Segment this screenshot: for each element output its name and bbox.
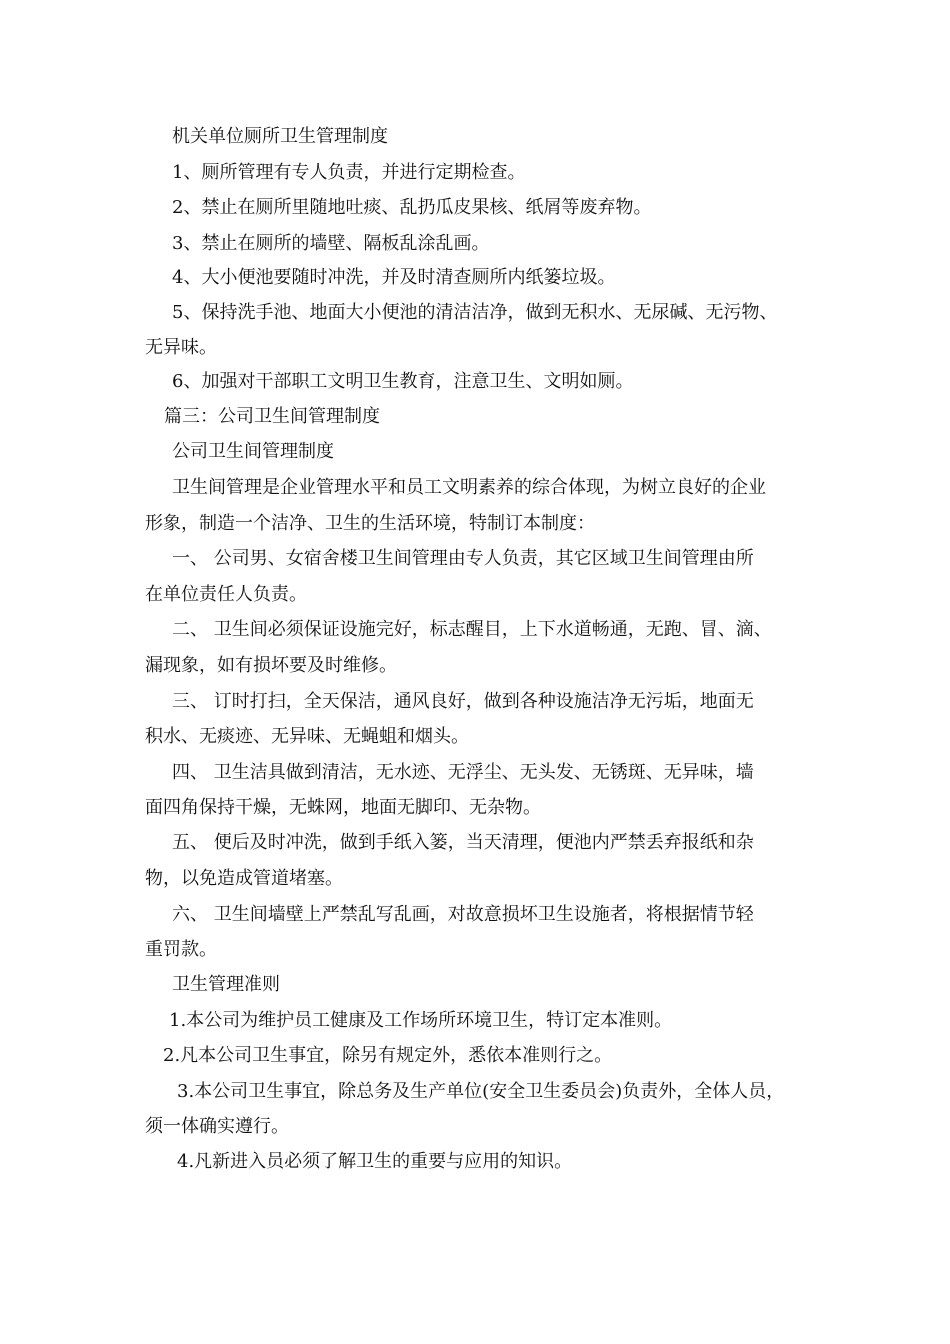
doc-heading-1: 机关单位厕所卫生管理制度: [172, 126, 388, 147]
doc-paragraph: 物，以免造成管道堵塞。: [145, 868, 343, 889]
doc-paragraph: 卫生间管理是企业管理水平和员工文明素养的综合体现，为树立良好的企业: [172, 477, 766, 498]
doc-paragraph: 1、厕所管理有专人负责，并进行定期检查。: [172, 162, 526, 183]
doc-section-title: 篇三：公司卫生间管理制度: [164, 406, 380, 427]
doc-paragraph: 六、 卫生间墙壁上严禁乱写乱画，对故意损坏卫生设施者，将根据情节轻: [172, 904, 754, 925]
doc-paragraph: 四、 卫生洁具做到清洁，无水迹、无浮尘、无头发、无锈斑、无异味，墙: [172, 762, 754, 783]
doc-paragraph: 1.本公司为维护员工健康及工作场所环境卫生，特订定本准则。: [169, 1010, 673, 1031]
doc-paragraph: 重罚款。: [145, 939, 217, 960]
doc-paragraph: 2、禁止在厕所里随地吐痰、乱扔瓜皮果核、纸屑等废弃物。: [172, 197, 652, 218]
doc-paragraph: 2.凡本公司卫生事宜，除另有规定外，悉依本准则行之。: [163, 1045, 613, 1066]
doc-paragraph: 5、保持洗手池、地面大小便池的清洁洁净，做到无积水、无尿碱、无污物、: [172, 302, 778, 323]
doc-paragraph: 3.本公司卫生事宜，除总务及生产单位(安全卫生委员会)负责外，全体人员，: [177, 1081, 785, 1102]
doc-paragraph: 在单位责任人负责。: [145, 584, 307, 605]
doc-paragraph: 三、 订时打扫，全天保洁，通风良好，做到各种设施洁净无污垢，地面无: [172, 691, 754, 712]
doc-paragraph: 漏现象，如有损坏要及时维修。: [145, 655, 397, 676]
doc-paragraph: 6、加强对干部职工文明卫生教育，注意卫生、文明如厕。: [172, 371, 634, 392]
doc-paragraph: 3、禁止在厕所的墙壁、隔板乱涂乱画。: [172, 233, 490, 254]
doc-paragraph: 无异味。: [145, 337, 217, 358]
doc-paragraph: 形象，制造一个洁净、卫生的生活环境，特制订本制度：: [145, 513, 595, 534]
doc-paragraph: 4.凡新进入员必须了解卫生的重要与应用的知识。: [177, 1151, 573, 1172]
doc-paragraph: 积水、无痰迹、无异味、无蝇蛆和烟头。: [145, 726, 469, 747]
doc-paragraph: 面四角保持干燥，无蛛网，地面无脚印、无杂物。: [145, 797, 541, 818]
doc-paragraph: 须一体确实遵行。: [145, 1116, 289, 1137]
doc-paragraph: 五、 便后及时冲洗，做到手纸入篓，当天清理，便池内严禁丢弃报纸和杂: [172, 832, 754, 853]
doc-heading-3: 卫生管理准则: [172, 974, 280, 995]
doc-heading-2: 公司卫生间管理制度: [172, 441, 334, 462]
doc-paragraph: 一、 公司男、女宿舍楼卫生间管理由专人负责，其它区域卫生间管理由所: [172, 548, 754, 569]
doc-paragraph: 4、大小便池要随时冲洗，并及时清查厕所内纸篓垃圾。: [172, 267, 616, 288]
doc-paragraph: 二、 卫生间必须保证设施完好，标志醒目，上下水道畅通，无跑、冒、滴、: [172, 619, 772, 640]
